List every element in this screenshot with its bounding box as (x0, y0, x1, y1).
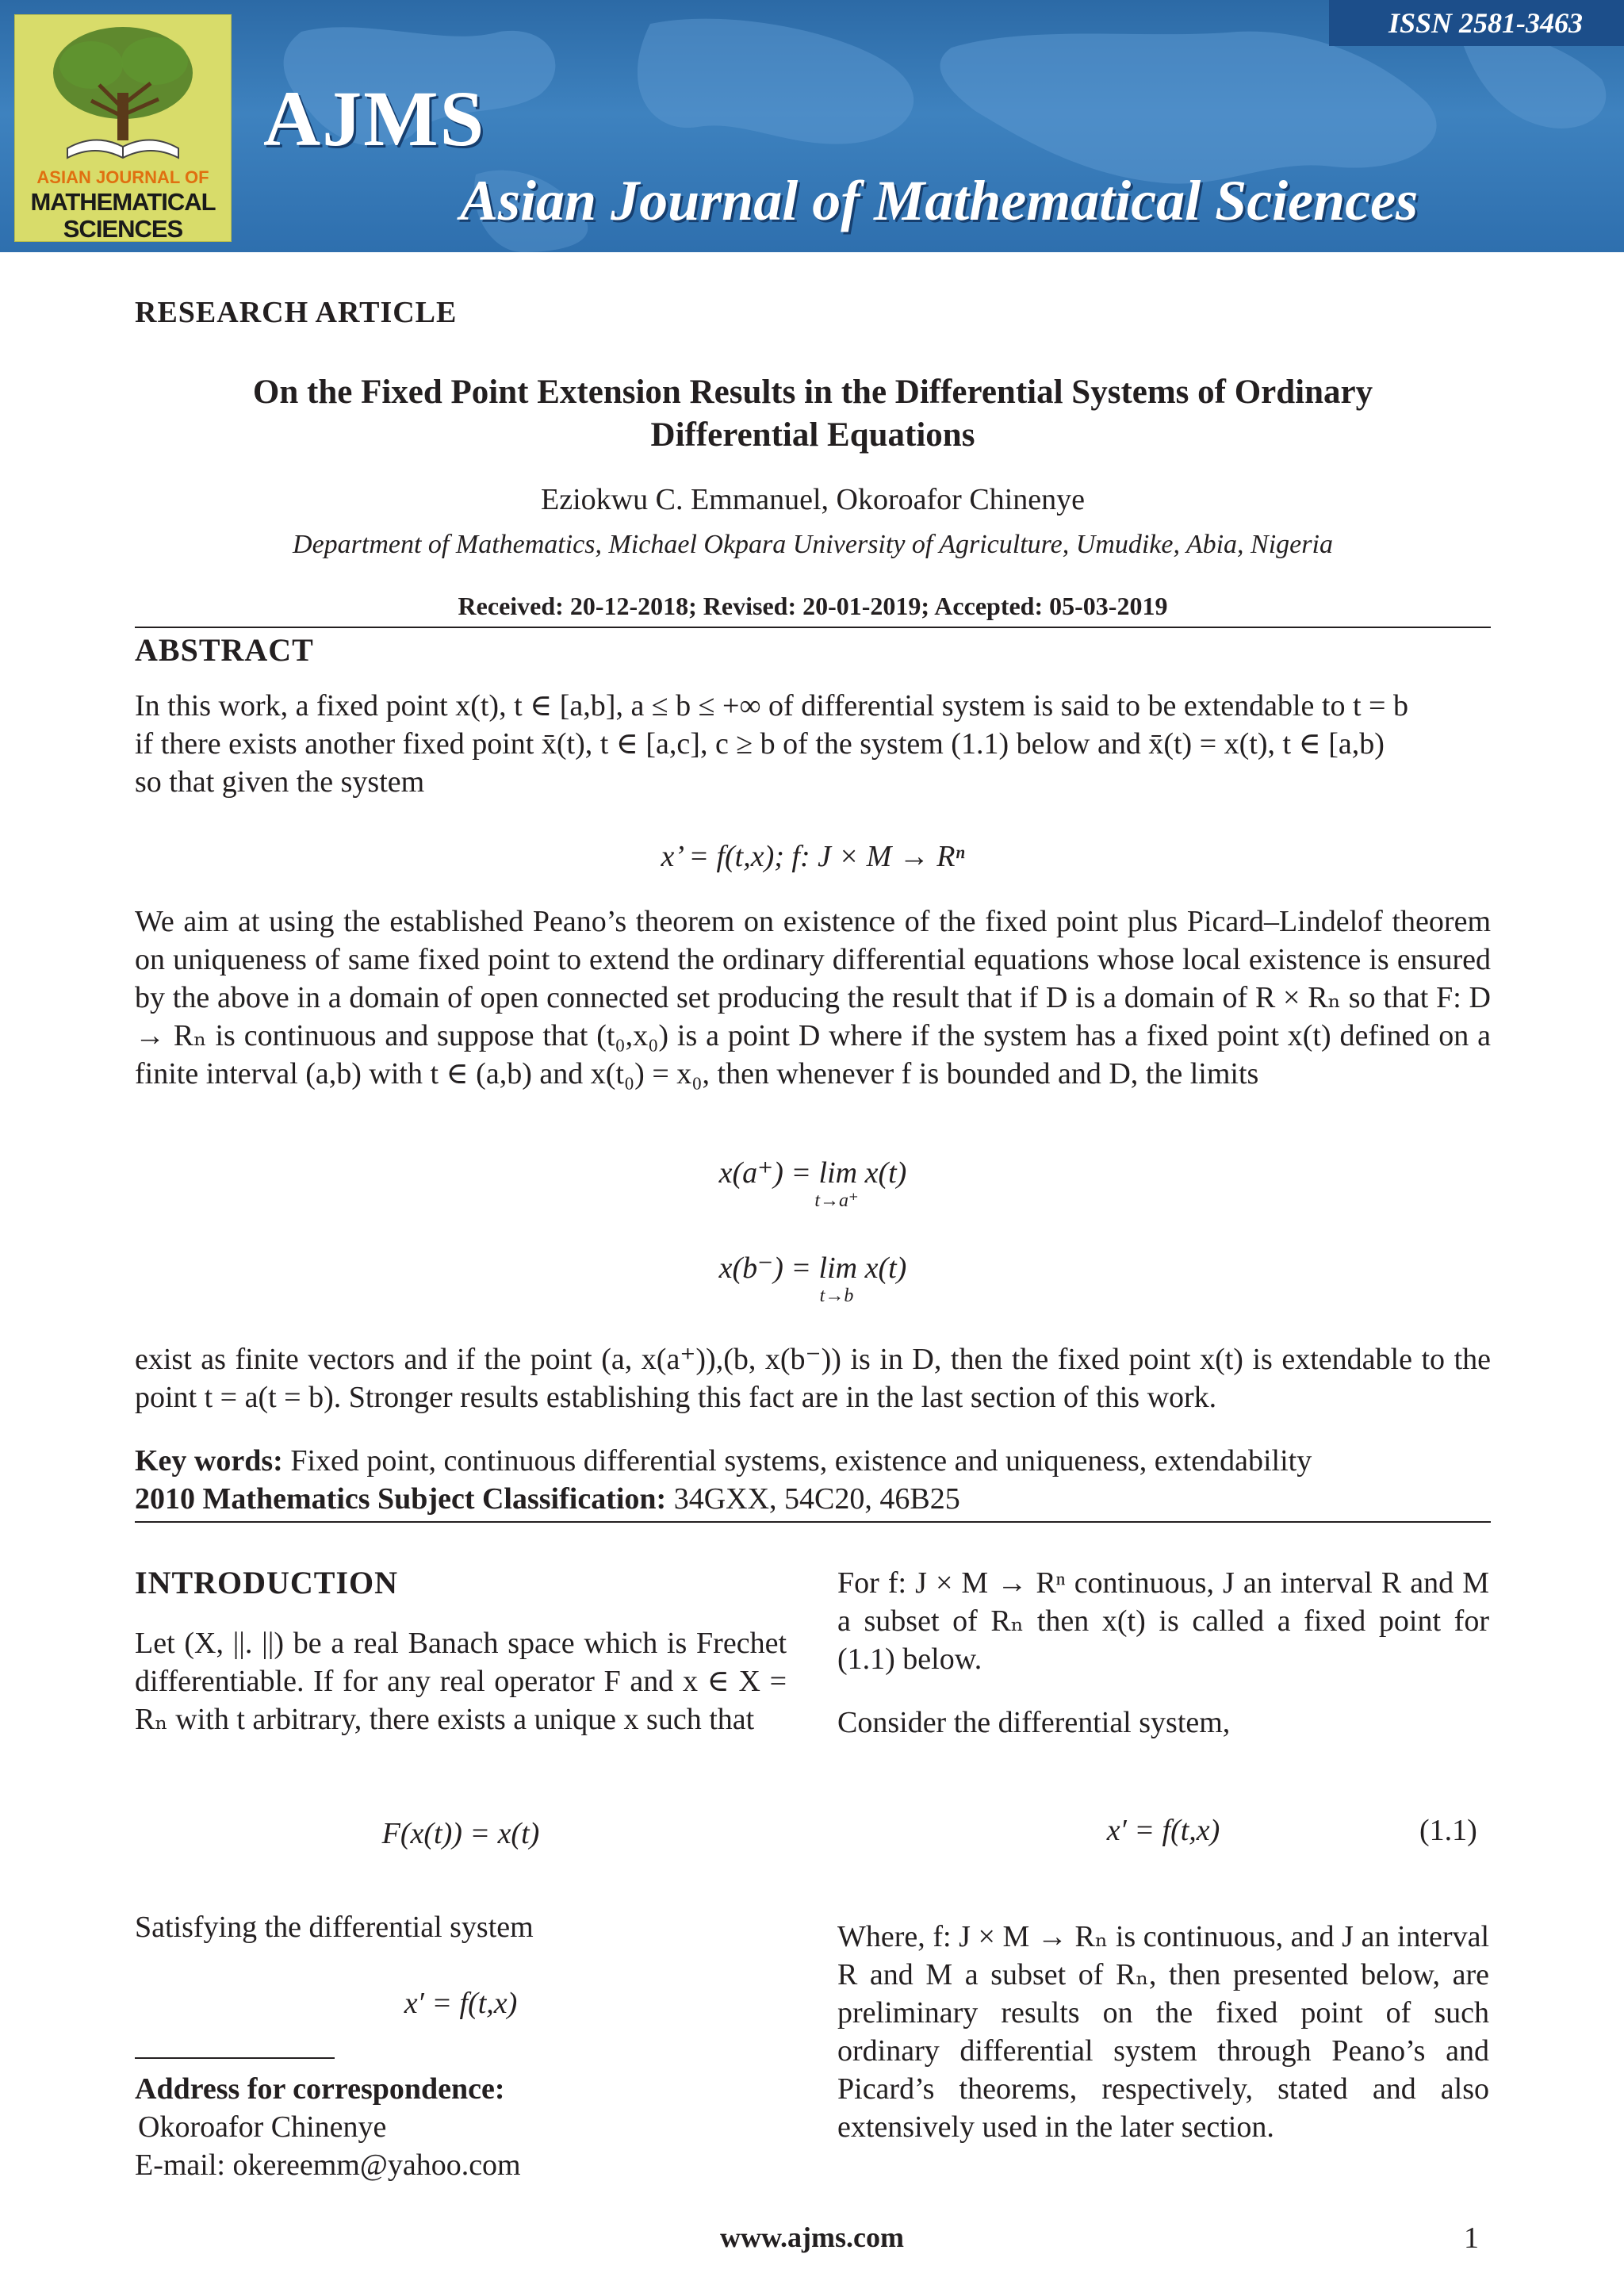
abstract-bottom-rule (135, 1521, 1491, 1523)
limit-1-expr: x(a⁺) = lim x(t) (718, 1156, 907, 1190)
issn-text: ISSN 2581-3463 (1388, 7, 1583, 39)
limit-2-subscript: t→b (819, 1286, 854, 1306)
intro-right-paragraph-1: For f: J × M → Rⁿ continuous, J an interval R and M a subset of Rₙ then x(t) is called a fixed point for (1.1) below. (837, 1566, 1489, 1676)
equation-1-1: x′ = f(t,x) (1106, 1814, 1220, 1847)
introduction-heading: INTRODUCTION (135, 1565, 399, 1600)
logo-text-line1: ASIAN JOURNAL OF (36, 167, 209, 187)
authors: Eziokwu C. Emmanuel, Okoroafor Chinenye (541, 483, 1085, 516)
keywords-text: Fixed point, continuous differential systems, existence and uniqueness, extendability (290, 1444, 1312, 1478)
keywords-line (135, 1442, 1491, 1480)
correspondence-email: E-mail: okereemm@yahoo.com (135, 2148, 521, 2182)
article-dates: Received: 20-12-2018; Revised: 20-01-2019; Accepted: 05-03-2019 (458, 592, 1168, 620)
article-title-line1: On the Fixed Point Extension Results in the Differential Systems of Ordinary (252, 374, 1373, 411)
limit-equation-2 (135, 1250, 1491, 1306)
journal-abbreviation: AJMS (263, 75, 486, 163)
fixed-point-equation: F(x(t)) = x(t) (381, 1817, 540, 1850)
article-title-line2: Differential Equations (650, 416, 975, 454)
logo-text-line2: MATHEMATICAL (30, 188, 216, 216)
abstract-p1-line3: so that given the system (135, 765, 425, 799)
intro-right-paragraph-2: Consider the differential system, (837, 1706, 1231, 1739)
limit-1-subscript: t→a⁺ (814, 1190, 859, 1211)
article-type: RESEARCH ARTICLE (135, 296, 458, 329)
equation-1-1-number: (1.1) (1419, 1814, 1477, 1847)
abstract-paragraph-1 (135, 687, 1491, 801)
limit-equation-1 (135, 1155, 1491, 1211)
msc-label: 2010 Mathematics Subject Classification: (135, 1482, 667, 1516)
msc-text: 34GXX, 54C20, 46B25 (673, 1482, 960, 1516)
intro-left-paragraph-2: Satisfying the differential system (135, 1911, 534, 1944)
abstract-p1-line1: In this work, a fixed point x(t), t ∈ [a,b], a ≤ b ≤ +∞ of differential system is said to be extendable to t = b (135, 689, 1408, 723)
keywords-label: Key words: (135, 1444, 283, 1478)
journal-name: Asian Journal of Mathematical Sciences (460, 169, 1419, 232)
abstract-paragraph-3: exist as finite vectors and if the point (a, x(a⁺)),(b, x(b⁻)) is in D, then the fixed point x(t) is extendable to the point t = a(t = b). Stronger results establishing this fact are in the last section of this work. (135, 1343, 1491, 1414)
correspondence-block (135, 2070, 787, 2184)
correspondence-label: Address for correspondence: (135, 2072, 505, 2106)
tree-book-icon (44, 21, 202, 164)
msc-line (135, 1480, 1491, 1518)
abstract-paragraph-2: We aim at using the established Peano’s theorem on existence of the fixed point plus Picard–Lindelof theorem on uniqueness of same fixed point to extend the ordinary differential equations whose local existence is ensured by the above in a domain of open connected set producing the result that if D is a domain of R × Rₙ so that F: D → Rₙ is continuous and suppose that (t₀,x₀) is a point D where if the system has a fixed point x(t) defined on a finite interval (a,b) with t ∈ (a,b) and x(t₀) = x₀, then whenever f is bounded and D, the limits (135, 905, 1491, 1091)
differential-system-equation: x′ = f(t,x) (404, 1987, 518, 2020)
system-equation: x’ = f(t,x); f: J × M → Rⁿ (661, 840, 965, 873)
abstract-top-rule (135, 627, 1491, 628)
affiliation: Department of Mathematics, Michael Okpara University of Agriculture, Umudike, Abia, Nigeria (293, 530, 1333, 559)
article-title (135, 371, 1491, 457)
issn-badge (1329, 0, 1624, 46)
abstract-p1-line2: if there exists another fixed point x̄(t), t ∈ [a,c], c ≥ b of the system (1.1) below and x̄(t) = x(t), t ∈ [a,b) (135, 727, 1385, 761)
footer-url: www.ajms.com (720, 2221, 904, 2253)
abstract-heading: ABSTRACT (135, 632, 314, 668)
journal-logo (14, 14, 232, 242)
intro-right-paragraph-3: Where, f: J × M → Rₙ is continuous, and J an interval R and M a subset of Rₙ, then presented below, are preliminary results on the fixed point of such ordinary differential system through Peano’s and Picard’s theorems, respectively, stated and also extensively used in the later section. (837, 1920, 1489, 2144)
footnote-separator (135, 2057, 335, 2059)
intro-left-paragraph-1: Let (X, ||. ||) be a real Banach space which is Frechet differentiable. If for any real operator F and x ∈ X = Rₙ with t arbitrary, there exists a unique x such that (135, 1627, 787, 1736)
page-number: 1 (1464, 2221, 1479, 2255)
logo-text-line3: SCIENCES (63, 215, 183, 243)
limit-2-expr: x(b⁻) = lim x(t) (718, 1251, 907, 1285)
correspondence-name: Okoroafor Chinenye (138, 2110, 387, 2144)
